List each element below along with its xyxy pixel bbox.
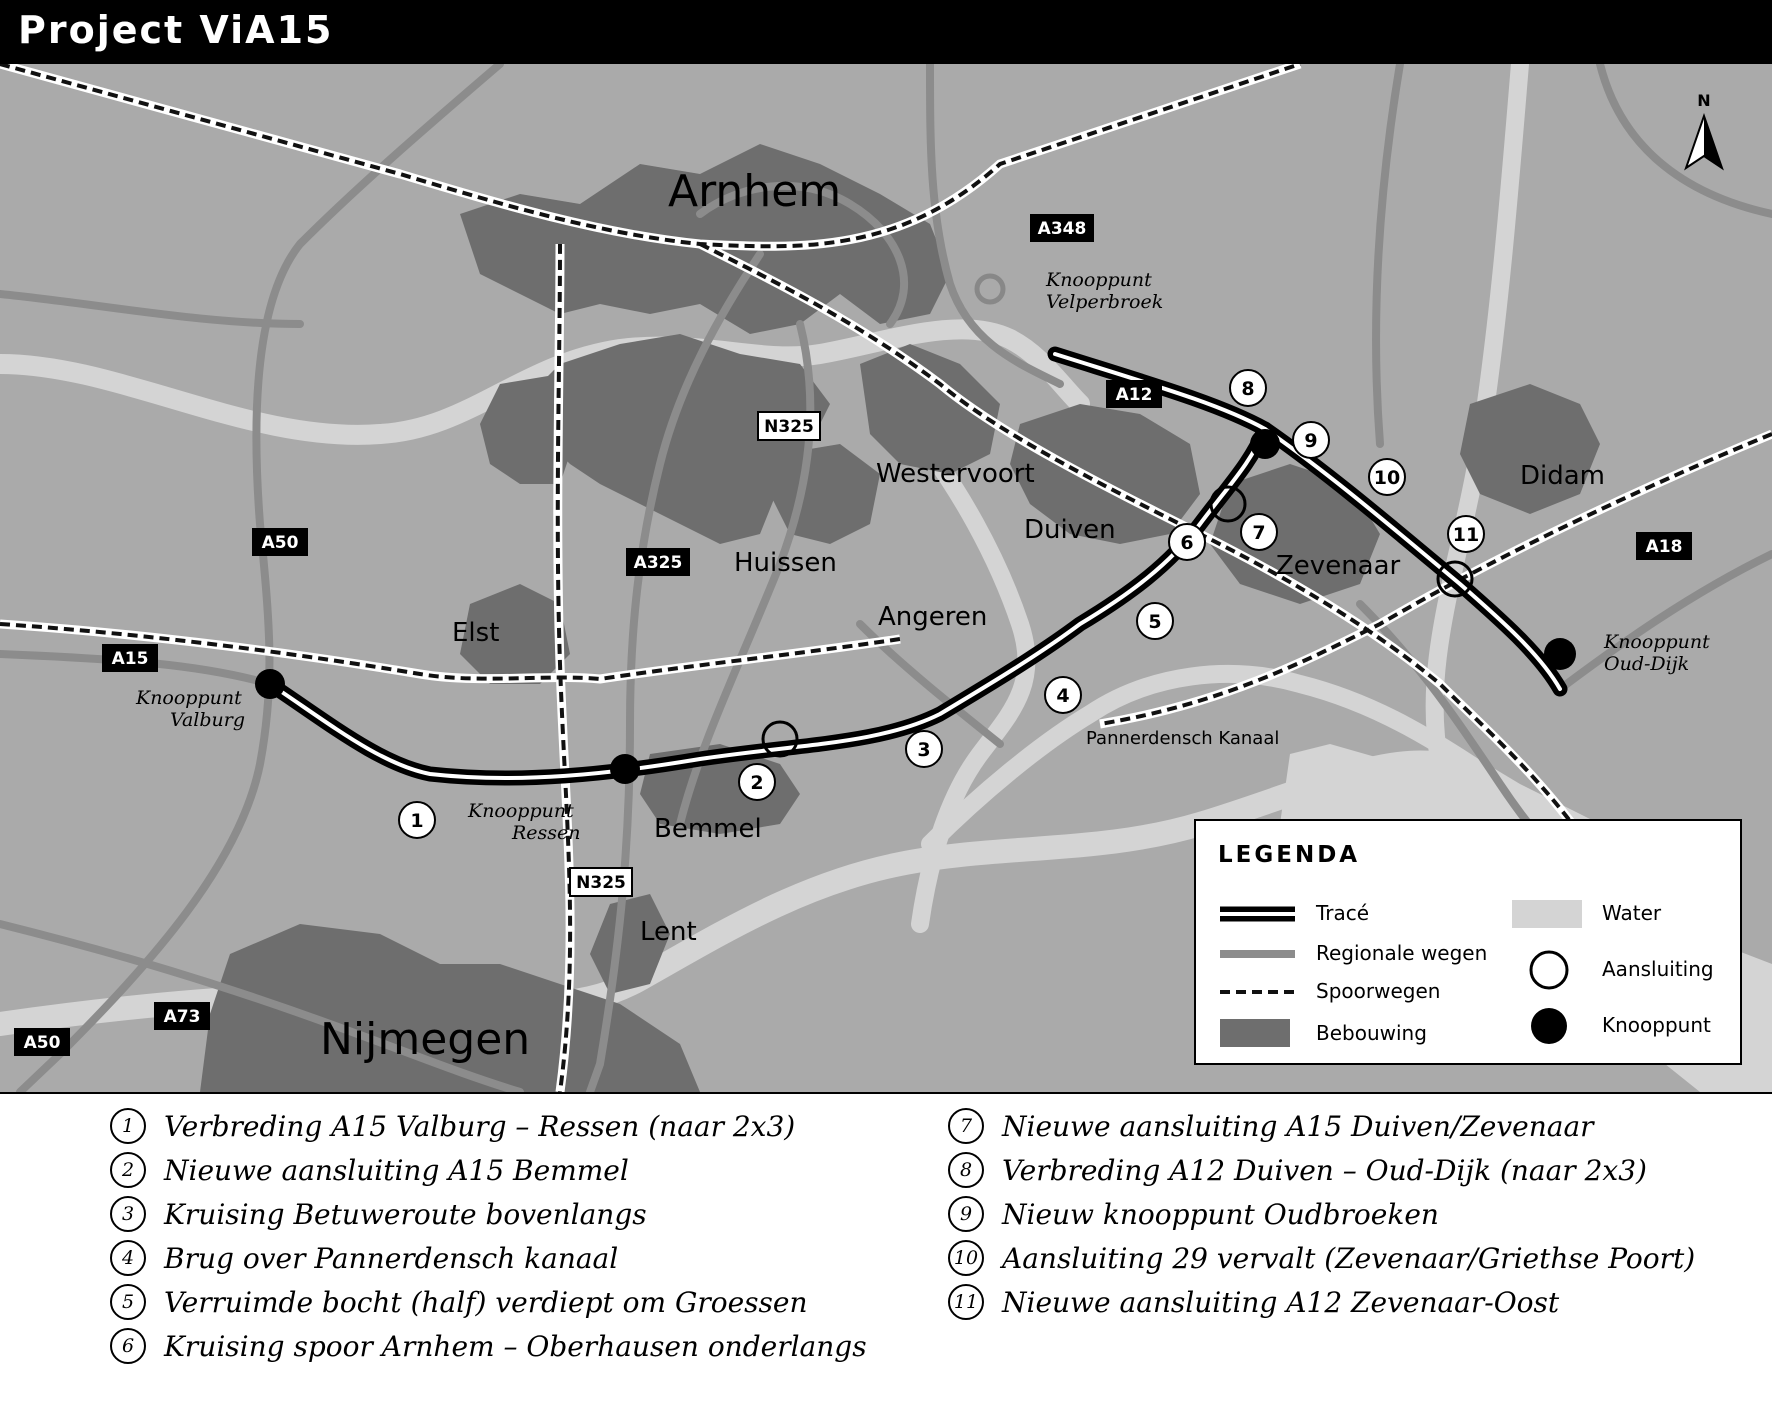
svg-text:A15: A15 bbox=[111, 649, 149, 669]
svg-text:A73: A73 bbox=[163, 1007, 201, 1027]
label-didam: Didam bbox=[1520, 461, 1606, 491]
svg-text:1: 1 bbox=[410, 810, 424, 832]
svg-text:Ressen: Ressen bbox=[512, 822, 581, 844]
shield-a18 bbox=[1636, 532, 1692, 560]
label-pannerdensch-kanaal: Pannerdensch Kanaal bbox=[1086, 728, 1280, 749]
svg-text:11: 11 bbox=[1452, 524, 1480, 546]
svg-text:Knooppunt: Knooppunt bbox=[136, 687, 242, 709]
svg-text:Knooppunt: Knooppunt bbox=[468, 800, 574, 822]
svg-text:Spoorwegen: Spoorwegen bbox=[1316, 979, 1441, 1003]
list-text: Kruising spoor Arnhem – Oberhausen onderlangs bbox=[164, 1329, 867, 1363]
list-number: 2 bbox=[110, 1152, 146, 1188]
svg-text:A12: A12 bbox=[1115, 385, 1153, 405]
map bbox=[0, 64, 1772, 1092]
shield-a325 bbox=[626, 548, 690, 576]
svg-text:8: 8 bbox=[1241, 378, 1255, 400]
map-marker-11 bbox=[1448, 516, 1484, 552]
list-item bbox=[948, 1282, 1559, 1322]
svg-text:Aansluiting: Aansluiting bbox=[1602, 957, 1714, 981]
list-number: 5 bbox=[110, 1284, 146, 1320]
map-marker-9 bbox=[1293, 422, 1329, 458]
shield-a348 bbox=[1030, 214, 1094, 242]
svg-text:Tracé: Tracé bbox=[1316, 901, 1370, 925]
shield-a50-north bbox=[252, 528, 308, 556]
svg-text:4: 4 bbox=[1056, 685, 1070, 707]
list-number: 4 bbox=[110, 1240, 146, 1276]
list-item bbox=[948, 1238, 1695, 1278]
svg-text:5: 5 bbox=[1148, 611, 1162, 633]
svg-text:A325: A325 bbox=[633, 553, 683, 573]
svg-text:Water: Water bbox=[1602, 901, 1662, 925]
list-number: 1 bbox=[110, 1108, 146, 1144]
list-text: Nieuwe aansluiting A12 Zevenaar-Oost bbox=[1002, 1285, 1560, 1319]
map-marker-8 bbox=[1230, 370, 1266, 406]
label-huissen: Huissen bbox=[734, 548, 837, 578]
label-westervoort: Westervoort bbox=[876, 459, 1035, 489]
map-marker-4 bbox=[1045, 677, 1081, 713]
list-number: 8 bbox=[948, 1152, 984, 1188]
list-text: Brug over Pannerdensch kanaal bbox=[164, 1241, 619, 1275]
list-item bbox=[110, 1282, 808, 1322]
junction-ressen bbox=[610, 754, 640, 784]
map-marker-7 bbox=[1241, 514, 1277, 550]
list-number: 7 bbox=[948, 1108, 984, 1144]
svg-text:2: 2 bbox=[750, 772, 764, 794]
shield-a12 bbox=[1106, 380, 1162, 408]
label-nijmegen: Nijmegen bbox=[320, 1014, 531, 1065]
list-item bbox=[110, 1238, 618, 1278]
svg-text:9: 9 bbox=[1304, 430, 1318, 452]
map-marker-6 bbox=[1169, 524, 1205, 560]
label-arnhem: Arnhem bbox=[668, 166, 842, 217]
list-number: 10 bbox=[948, 1240, 984, 1276]
svg-text:N325: N325 bbox=[764, 417, 814, 437]
shield-a50-south bbox=[14, 1028, 70, 1056]
svg-text:Knooppunt: Knooppunt bbox=[1046, 269, 1152, 291]
list-number: 3 bbox=[110, 1196, 146, 1232]
list-number: 9 bbox=[948, 1196, 984, 1232]
svg-text:Oud-Dijk: Oud-Dijk bbox=[1604, 653, 1690, 675]
svg-text:Knooppunt: Knooppunt bbox=[1604, 631, 1710, 653]
svg-text:A18: A18 bbox=[1645, 537, 1683, 557]
list-item bbox=[110, 1106, 795, 1146]
project-list bbox=[0, 1092, 1772, 1411]
junction-oudbroeken bbox=[1250, 429, 1280, 459]
svg-text:Velperbroek: Velperbroek bbox=[1046, 291, 1164, 313]
label-bemmel: Bemmel bbox=[654, 814, 762, 844]
list-text: Kruising Betuweroute bovenlangs bbox=[164, 1197, 647, 1231]
list-item bbox=[110, 1150, 629, 1190]
list-text: Nieuwe aansluiting A15 Bemmel bbox=[164, 1153, 629, 1187]
shield-n325-north bbox=[758, 412, 820, 440]
list-number: 6 bbox=[110, 1328, 146, 1364]
map-marker-3 bbox=[906, 731, 942, 767]
svg-text:A348: A348 bbox=[1037, 219, 1087, 239]
label-angeren: Angeren bbox=[878, 602, 988, 632]
junction-ouddijk bbox=[1544, 638, 1576, 670]
svg-text:Bebouwing: Bebouwing bbox=[1316, 1021, 1427, 1045]
list-item bbox=[948, 1150, 1647, 1190]
svg-text:6: 6 bbox=[1180, 532, 1194, 554]
legend bbox=[1195, 820, 1741, 1064]
svg-text:7: 7 bbox=[1252, 522, 1266, 544]
svg-text:Valburg: Valburg bbox=[170, 709, 246, 731]
page-title: Project ViA15 bbox=[18, 8, 334, 52]
map-marker-2 bbox=[739, 764, 775, 800]
svg-text:N: N bbox=[1697, 91, 1711, 110]
label-zevenaar: Zevenaar bbox=[1276, 551, 1401, 581]
list-number: 11 bbox=[948, 1284, 984, 1320]
map-marker-10 bbox=[1369, 459, 1405, 495]
label-elst: Elst bbox=[452, 618, 500, 648]
list-text: Verruimde bocht (half) verdiept om Groessen bbox=[164, 1285, 808, 1319]
svg-text:A50: A50 bbox=[261, 533, 299, 553]
list-text: Nieuw knooppunt Oudbroeken bbox=[1002, 1197, 1439, 1231]
list-text: Verbreding A12 Duiven – Oud-Dijk (naar 2x3) bbox=[1002, 1153, 1647, 1187]
list-text: Aansluiting 29 vervalt (Zevenaar/Griethse Poort) bbox=[1002, 1241, 1696, 1275]
title-bar bbox=[0, 0, 1772, 64]
label-lent: Lent bbox=[640, 917, 697, 947]
list-item bbox=[110, 1326, 867, 1366]
list-item bbox=[948, 1106, 1594, 1146]
label-duiven: Duiven bbox=[1024, 515, 1116, 545]
shield-n325-south bbox=[570, 868, 632, 896]
list-item bbox=[110, 1194, 647, 1234]
svg-text:3: 3 bbox=[917, 739, 931, 761]
map-marker-1 bbox=[399, 802, 435, 838]
shield-a15 bbox=[102, 644, 158, 672]
svg-text:10: 10 bbox=[1373, 467, 1401, 489]
svg-text:Knooppunt: Knooppunt bbox=[1602, 1013, 1711, 1037]
map-marker-5 bbox=[1137, 603, 1173, 639]
junction-valburg bbox=[255, 669, 285, 699]
svg-text:A50: A50 bbox=[23, 1033, 61, 1053]
svg-text:N325: N325 bbox=[576, 873, 626, 893]
legend-title: LEGENDA bbox=[1218, 842, 1361, 868]
list-item bbox=[948, 1194, 1439, 1234]
list-text: Verbreding A15 Valburg – Ressen (naar 2x3) bbox=[164, 1109, 796, 1143]
shield-a73 bbox=[154, 1002, 210, 1030]
svg-text:Regionale wegen: Regionale wegen bbox=[1316, 941, 1488, 965]
list-text: Nieuwe aansluiting A15 Duiven/Zevenaar bbox=[1002, 1109, 1594, 1143]
